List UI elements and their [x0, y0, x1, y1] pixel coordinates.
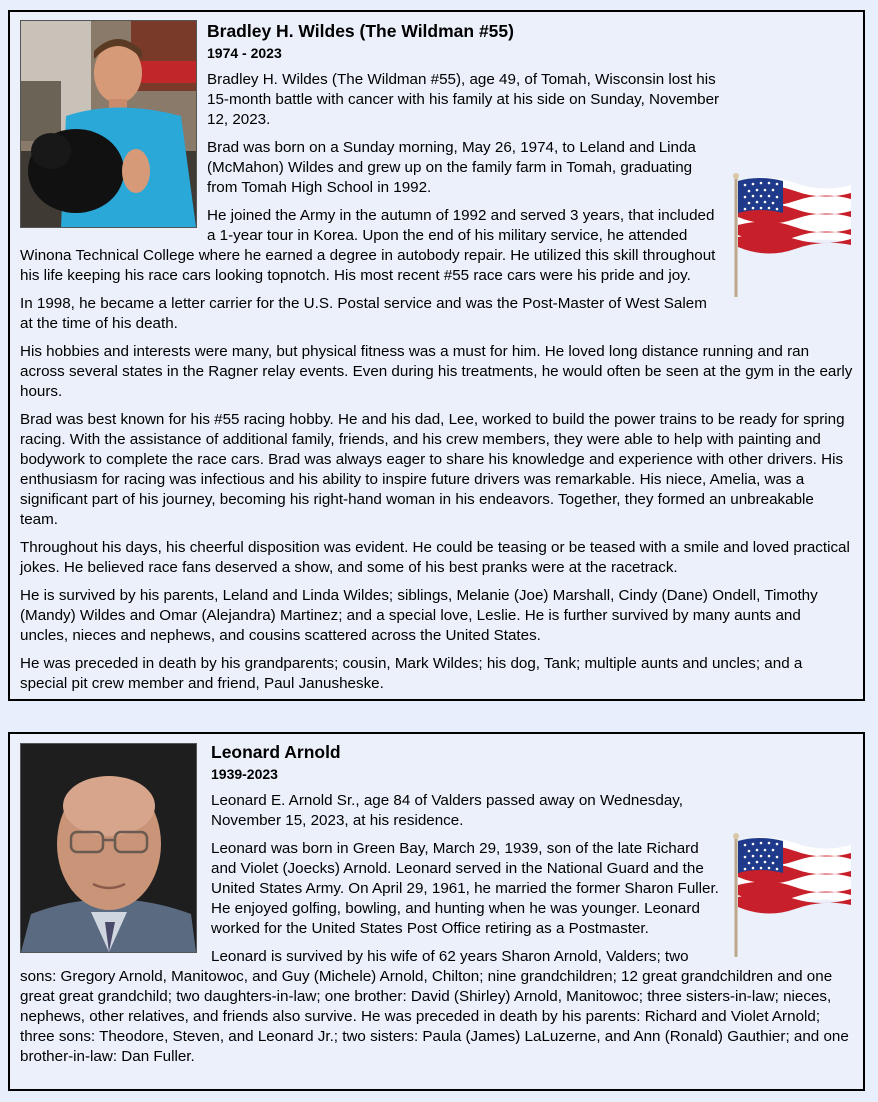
- portrait-photo: [20, 20, 197, 228]
- obituary-dates: 1974 - 2023: [207, 45, 282, 61]
- obituary-name: Leonard Arnold: [211, 742, 341, 762]
- obituary-card-bradley-wildes: [8, 10, 865, 701]
- obituary-paragraph: He joined the Army in the autumn of 1992 and served 3 years, that included a 1-year tour in Korea. Upon the end of his military service, he attended Winona Technical College where he earned a degree in autobody repair. He utilized this skill throughout his life keeping his race cars looking topnotch. His most recent #55 race cars were his pride and joy.: [20, 207, 716, 284]
- obituary-card-leonard-arnold: [8, 732, 865, 1091]
- obituary-paragraph: Throughout his days, his cheerful disposition was evident. He could be teasing or be teased with a smile and loved practical jokes. He believed race fans deserved a show, and some of his best pranks were at the racetrack.: [20, 539, 850, 576]
- obituary-paragraph: Leonard is survived by his wife of 62 years Sharon Arnold, Valders; two sons: Gregory Arnold, Manitowoc, and Guy (Michele) Arnold, Chilton; nine grandchildren; 12 great grandchildren and one great great grandchild; two daughters-in-law; one brother: David (Shirley) Arnold, Manitowoc; three sisters-in-law; nieces, nephews, other relatives, and friends also survive. He was preceded in death by his parents: Richard and Violet Arnold; three sons: Theodore, Steven, and Leonard Jr.; two sisters: Paula (James) LaLuzerne, and Ann (Ronald) Gauthier; and one brother-in-law: Dan Fuller.: [20, 948, 849, 1065]
- obituary-dates: 1939-2023: [211, 766, 278, 782]
- obituary-paragraph: Brad was best known for his #55 racing hobby. He and his dad, Lee, worked to build the power trains to be ready for spring racing. With the assistance of additional family, friends, and his crew members, they were able to help with painting and bodywork to complete the race cars. Brad was always eager to share his knowledge and experience with other drivers. His enthusiasm for racing was infectious and his ability to inspire future drivers was remarkable. His niece, Amelia, was a significant part of his journey, becoming his right-hand woman in his endeavors. Together, they formed an unbreakable team.: [20, 411, 845, 528]
- obituary-name: Bradley H. Wildes (The Wildman #55): [207, 21, 514, 41]
- obituary-paragraph: Leonard E. Arnold Sr., age 84 of Valders passed away on Wednesday, November 15, 2023, at his residence.: [211, 792, 683, 829]
- obituary-paragraph: Brad was born on a Sunday morning, May 26, 1974, to Leland and Linda (McMahon) Wildes and grew up on the family farm in Tomah, graduating from Tomah High School in 1992.: [207, 139, 696, 196]
- portrait-photo: [20, 743, 197, 953]
- obituary-paragraph: In 1998, he became a letter carrier for the U.S. Postal service and was the Post-Master of West Salem at the time of his death.: [20, 295, 707, 332]
- obituary-paragraph: Bradley H. Wildes (The Wildman #55), age 49, of Tomah, Wisconsin lost his 15-month battle with cancer with his family at his side on Sunday, November 12, 2023.: [207, 71, 720, 128]
- american-flag-icon: [733, 833, 853, 959]
- american-flag-icon: [733, 173, 853, 299]
- obituary-paragraph: He was preceded in death by his grandparents; cousin, Mark Wildes; his dog, Tank; multiple aunts and uncles; and a special pit crew member and friend, Paul Janusheske.: [20, 655, 803, 692]
- obituary-paragraph: Leonard was born in Green Bay, March 29, 1939, son of the late Richard and Violet (Joecks) Arnold. Leonard served in the National Guard and the United States Army. On April 29, 1961, he married the former Sharon Fuller. He enjoyed golfing, bowling, and hunting when he was younger. Leonard worked for the United States Post Office retiring as a Postmaster.: [211, 840, 719, 937]
- obituary-paragraph: He is survived by his parents, Leland and Linda Wildes; siblings, Melanie (Joe) Marshall, Cindy (Dane) Ondell, Timothy (Mandy) Wildes and Omar (Alejandra) Martinez; and a special love, Leslie. He is further survived by many aunts and uncles, nieces and nephews, and cousins scattered across the United States.: [20, 587, 818, 644]
- obituary-paragraph: His hobbies and interests were many, but physical fitness was a must for him. He loved long distance running and ran across several states in the Ragner relay events. Even during his treatments, he would often be seen at the gym in the early hours.: [20, 343, 853, 400]
